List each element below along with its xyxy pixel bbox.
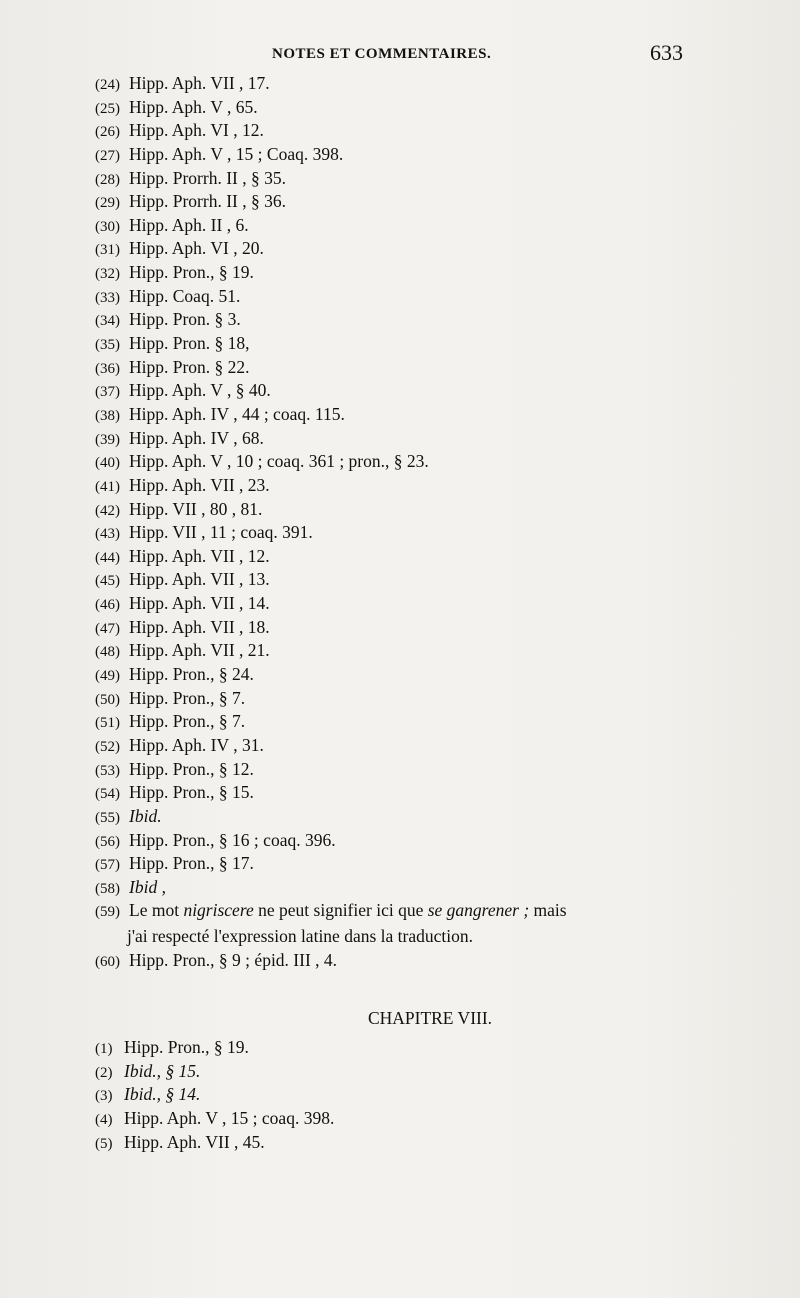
note-text: Hipp. Pron. § 18, [129,333,250,354]
note-text: Hipp. Aph. VII , 13. [129,569,270,590]
note-italic-term: nigriscere [183,900,254,921]
note-number: (57) [95,857,120,874]
note-text: Ibid , [129,876,166,897]
note-text: Hipp. Aph. IV , 44 ; coaq. 115. [129,403,345,424]
note-35 [95,332,735,356]
note-text: Hipp. Aph. IV , 68. [129,427,264,448]
note-59 [95,899,735,948]
note-number: (54) [95,786,120,803]
note-number: (38) [95,407,120,424]
note-number: (40) [95,455,120,472]
note-number: (30) [95,218,120,235]
note-text: Ibid., § 15. [124,1060,201,1081]
note-number: (39) [95,431,120,448]
note-32 [95,261,735,285]
note-31 [95,237,735,261]
note-number: (49) [95,668,120,685]
note-text-part3: mais [529,900,567,921]
note-number: (3) [95,1088,113,1105]
note-text: Hipp. Aph. VII , 12. [129,545,270,566]
note-text: Hipp. Aph. VII , 18. [129,616,270,637]
note-text: Hipp. Pron., § 24. [129,664,254,685]
note-text: Hipp. Coaq. 51. [129,285,241,306]
note-text: Hipp. Aph. V , 10 ; coaq. 361 ; pron., § 23. [129,451,429,472]
note-text: Hipp. Aph. V , 15 ; coaq. 398. [124,1107,335,1128]
note-text: Hipp. Aph. VII , 45. [124,1131,265,1152]
note-text-part2: ne peut signifier ici que [253,900,428,921]
note-text: Hipp. Pron., § 19. [129,262,254,283]
note-25 [95,96,735,120]
note-60 [95,949,735,973]
note-text: Hipp. Pron., § 19. [124,1037,249,1057]
note-29 [95,190,735,214]
note-text: Hipp. VII , 80 , 81. [129,498,263,519]
note-number: (36) [95,360,120,377]
note-italic-term: se gangrener ; [427,900,530,921]
note-text: Hipp. Aph. II , 6. [129,214,249,235]
note-28 [95,167,735,191]
note-41 [95,474,735,498]
note-number: (2) [95,1064,113,1081]
note-text: Hipp. Pron., § 9 ; épid. III , 4. [129,949,338,970]
note-52 [95,734,735,758]
notes-list [95,72,735,972]
note-text: Hipp. Aph. VI , 12. [129,120,264,141]
note-number: (53) [95,762,120,779]
note-text: Hipp. Aph. VI , 20. [129,238,264,259]
note-37 [95,379,735,403]
note-number: (43) [95,526,120,543]
note-text: Hipp. Aph. VII , 14. [129,593,270,614]
note-number: (44) [95,549,120,566]
note-text: Hipp. Aph. IV , 31. [129,734,264,755]
note-34 [95,308,735,332]
note-text: Hipp. Pron., § 7. [129,711,246,732]
note-text: Hipp. Pron. § 22. [129,356,250,377]
note-43 [95,521,735,545]
chapter-note-3 [95,1083,735,1107]
note-39 [95,427,735,451]
note-number: (25) [95,100,120,117]
page-number: 633 [650,40,683,65]
note-number: (56) [95,833,120,850]
note-number: (41) [95,478,120,495]
note-number: (51) [95,715,120,732]
note-26 [95,119,735,143]
note-text: Hipp. Pron., § 17. [129,853,254,874]
note-36 [95,356,735,380]
note-50 [95,687,735,711]
chapter-notes-list [95,1036,735,1154]
note-text-part1: Le mot [129,900,184,921]
note-33 [95,285,735,309]
note-56 [95,829,735,853]
note-number: (48) [95,644,120,661]
note-number: (26) [95,124,120,141]
note-54 [95,781,735,805]
note-text: Ibid. [129,805,162,826]
note-number: (55) [95,809,120,826]
note-number: (60) [95,953,120,970]
note-text: Hipp. Aph. V , 15 ; Coaq. 398. [129,143,344,164]
note-24 [95,72,735,96]
note-45 [95,568,735,592]
note-number: (47) [95,620,120,637]
note-number: (46) [95,597,120,614]
note-number: (24) [95,77,120,93]
note-number: (52) [95,738,120,755]
note-number: (58) [95,880,120,897]
note-text: Hipp. Prorrh. II , § 36. [129,191,286,212]
note-text: Hipp. Aph. VII , 21. [129,640,270,661]
note-46 [95,592,735,616]
note-27 [95,143,735,167]
note-continuation: j'ai respecté l'expression latine dans la traduction. [127,926,473,947]
note-38 [95,403,735,427]
note-text: Hipp. Pron. § 3. [129,309,241,330]
note-55 [95,805,735,829]
note-40 [95,450,735,474]
note-number: (28) [95,171,120,188]
note-number: (34) [95,313,120,330]
note-30 [95,214,735,238]
note-42 [95,498,735,522]
note-text: Hipp. VII , 11 ; coaq. 391. [129,522,313,543]
running-head: NOTES ET COMMENTAIRES. [272,46,492,62]
note-number: (33) [95,289,120,306]
note-number: (4) [95,1111,113,1128]
note-text: Hipp. Aph. V , 65. [129,96,258,117]
note-number: (35) [95,337,120,354]
note-47 [95,616,735,640]
chapter-note-2 [95,1060,735,1084]
note-number: (50) [95,691,120,708]
note-number: (59) [95,904,120,921]
note-text: Hipp. Aph. VII , 17. [129,73,270,93]
note-text: Hipp. Prorrh. II , § 35. [129,167,286,188]
note-text: Ibid., § 14. [124,1084,201,1105]
chapter-note-1 [95,1036,735,1060]
note-number: (37) [95,384,120,401]
note-number: (29) [95,195,120,212]
chapter-note-4 [95,1107,735,1131]
note-text: Hipp. Pron., § 16 ; coaq. 396. [129,829,336,850]
chapter-note-5 [95,1131,735,1155]
note-57 [95,852,735,876]
note-number: (5) [95,1135,113,1152]
note-58 [95,876,735,900]
page-header [0,40,800,70]
note-text: Hipp. Aph. VII , 23. [129,474,270,495]
note-53 [95,758,735,782]
note-text: Hipp. Aph. V , § 40. [129,380,271,401]
note-49 [95,663,735,687]
note-number: (1) [95,1041,113,1057]
note-text: Hipp. Pron., § 7. [129,687,246,708]
note-text: Hipp. Pron., § 12. [129,758,254,779]
note-48 [95,639,735,663]
note-number: (45) [95,573,120,590]
chapter-heading: CHAPITRE VIII. [367,1008,493,1028]
note-text: Hipp. Pron., § 15. [129,782,254,803]
note-number: (31) [95,242,120,259]
note-51 [95,710,735,734]
note-44 [95,545,735,569]
note-number: (27) [95,147,120,164]
note-number: (42) [95,502,120,519]
note-number: (32) [95,266,120,283]
